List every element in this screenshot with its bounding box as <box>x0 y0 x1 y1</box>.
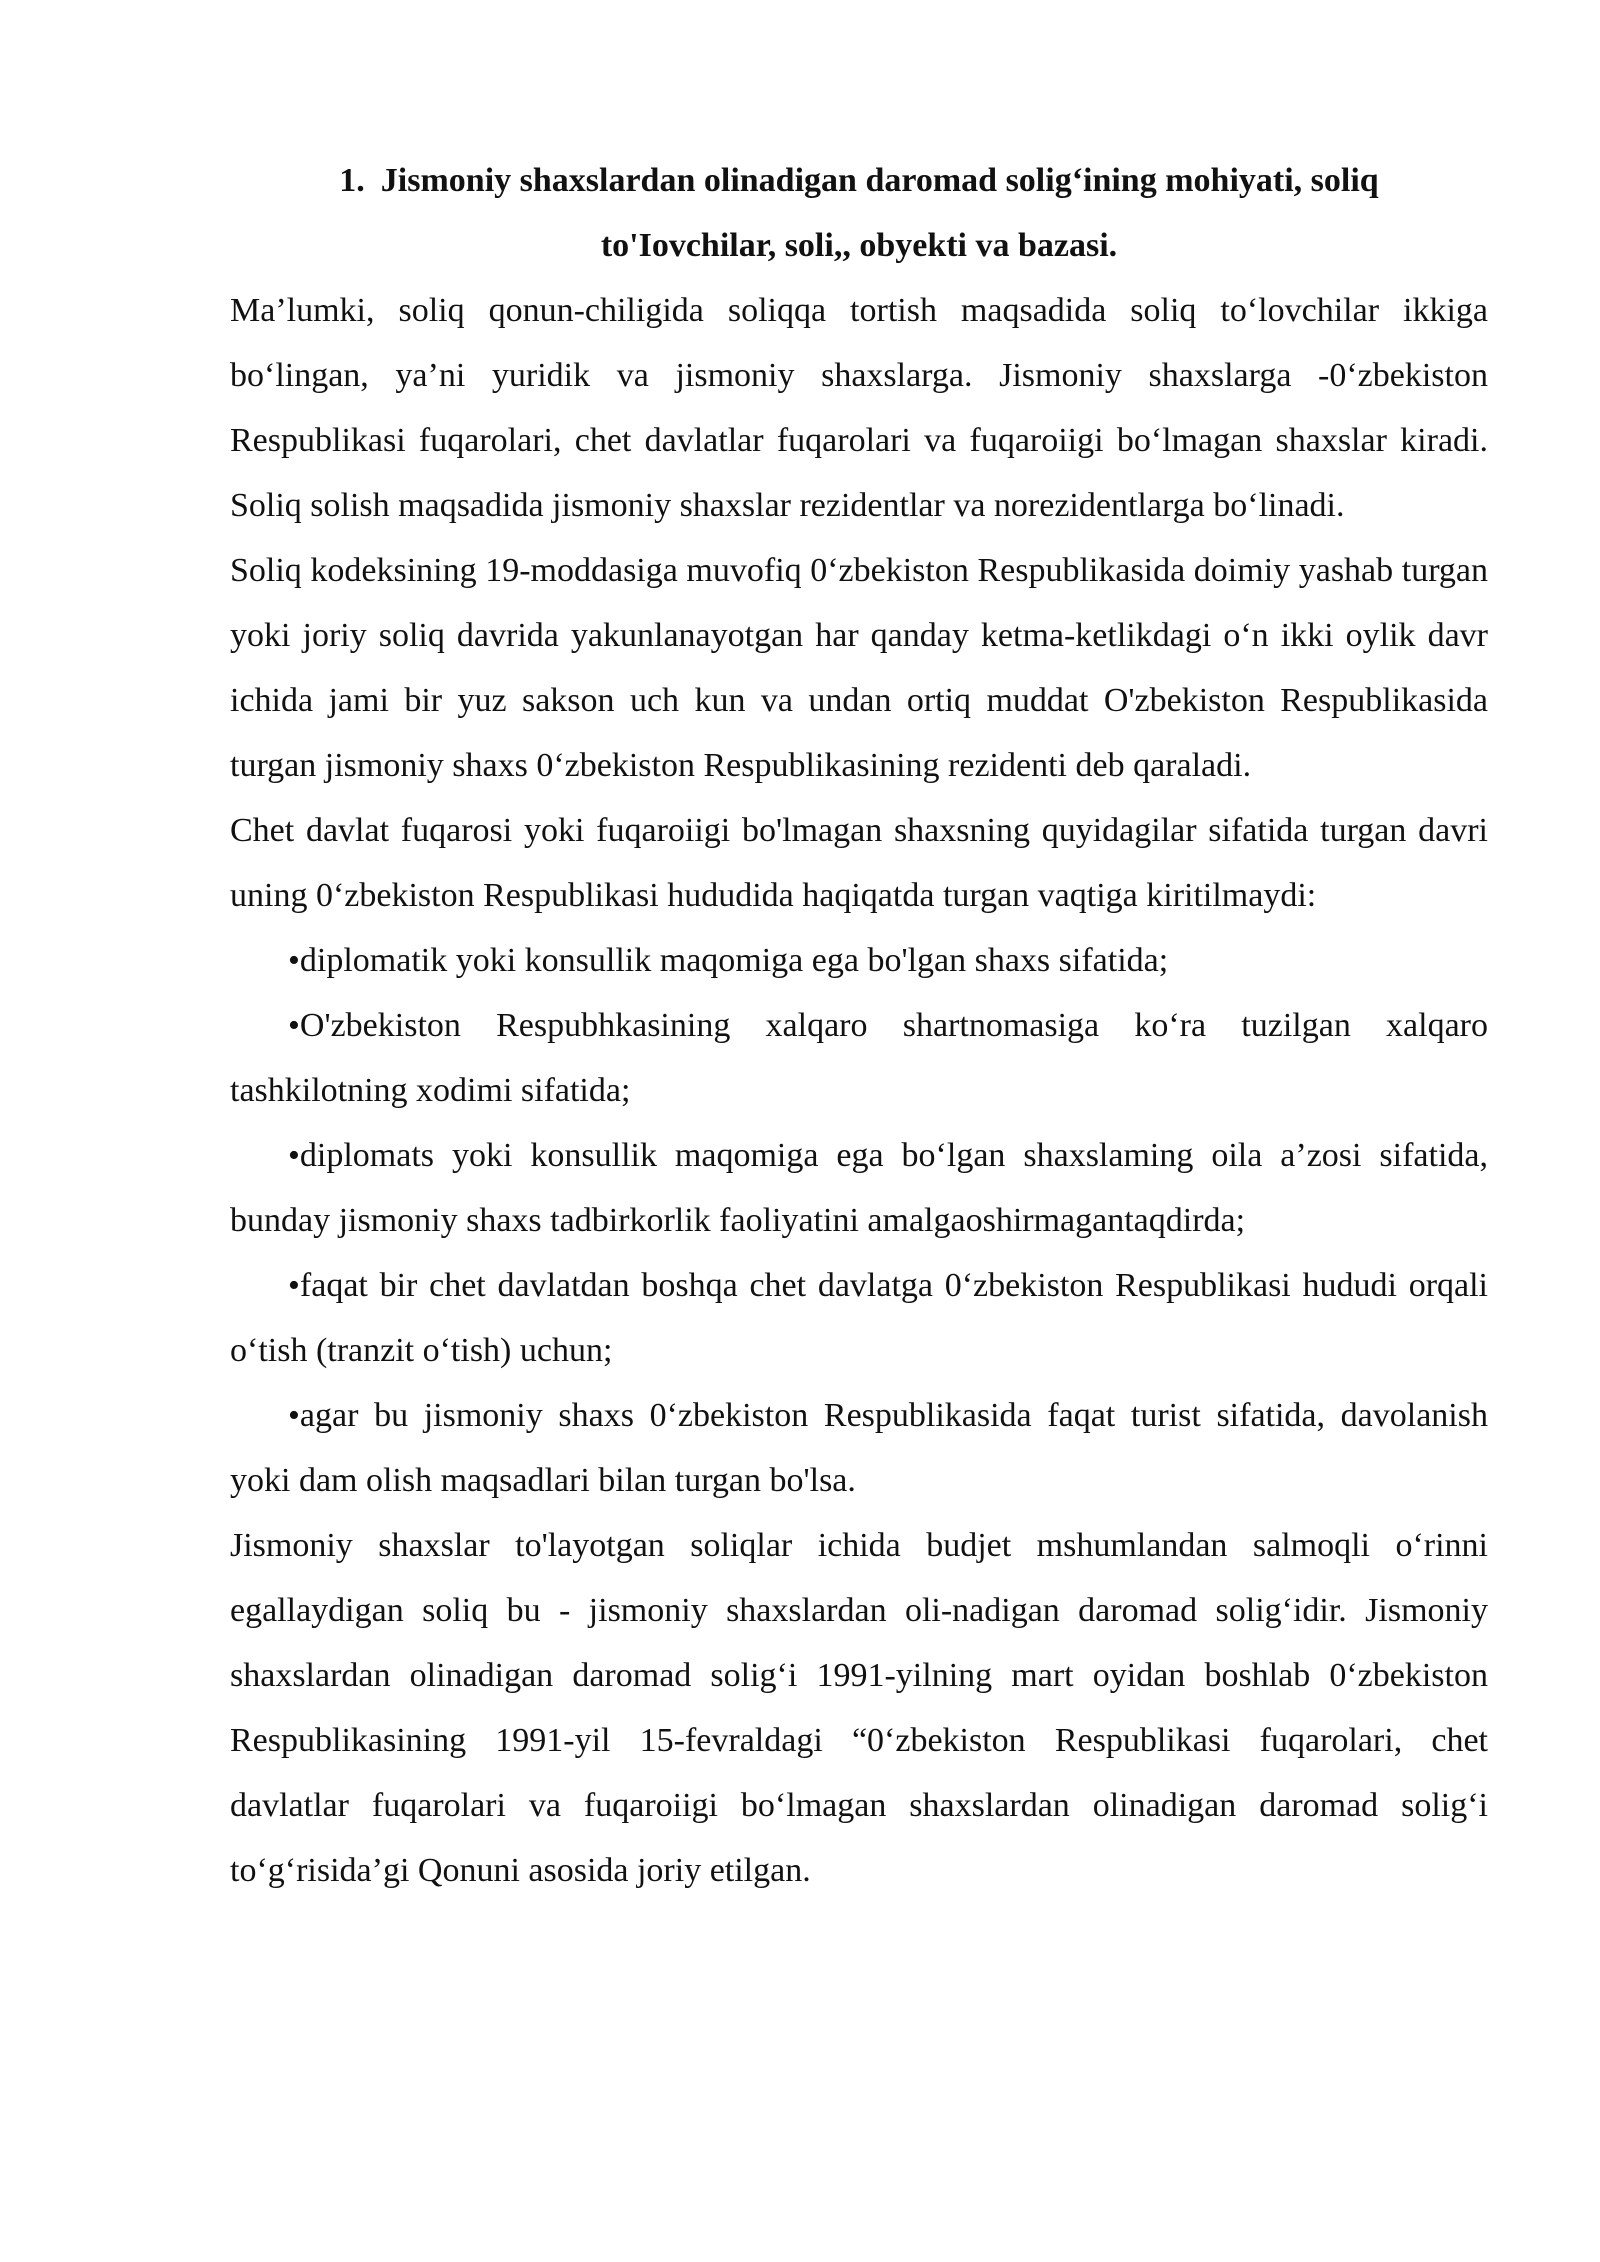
paragraph-income-tax-history: Jismoniy shaxslar to'layotgan soliqlar ichida budjet mshumlandan salmoqli o‘rinni egallaydigan soliq bu - jismoniy shaxslardan oli-nadigan daromad solig‘idir. Jismoniy shaxslardan olinadigan daromad solig‘i 1991-yilning mart oyidan boshlab 0‘zbekiston Respublikasining 1991-yil 15-fevraldagi “0‘zbekiston Respublikasi fuqarolari, chet davlatlar fuqarolari va fuqaroiigi bo‘lmagan shaxslardan olinadigan daromad solig‘i to‘g‘risida’gi Qonuni asosida joriy etilgan. <box>230 1527 1488 1889</box>
heading-title-line-2: to'Iovchilar, soli,, obyekti va bazasi. <box>600 227 1118 264</box>
heading-title-line-1: Jismoniy shaxslardan olinadigan daromad solig‘ining mohiyati, soliq <box>380 162 1379 199</box>
paragraph-exclusions: Chet davlat fuqarosi yoki fuqaroiigi bo'lmagan shaxsning quyidagilar sifatida turgan davri uning 0‘zbekiston Respublikasi hududida haqiqatda turgan vaqtiga kiritilmaydi: <box>230 812 1488 914</box>
paragraph-taxpayers: Ma’lumki, soliq qonun-chiligida soliqqa tortish maqsadida soliq to‘lovchilar ikkiga bo‘lingan, ya’ni yuridik va jismoniy shaxslarga. Jismoniy shaxslarga -0‘zbekiston Respublikasi fuqarolari, chet davlatlar fuqarolari va fuqaroiigi bo‘lmagan shaxslar kiradi. Soliq solish maqsadida jismoniy shaxslar rezidentlar va norezidentlarga bo‘linadi. <box>230 292 1488 524</box>
heading-number: 1. <box>339 162 365 199</box>
bullet-item-transit: •faqat bir chet davlatdan boshqa chet davlatga 0‘zbekiston Respublikasi hududi orqali o‘tish (tranzit o‘tish) uchun; <box>230 1267 1488 1369</box>
bullet-item-tourist: •agar bu jismoniy shaxs 0‘zbekiston Respublikasida faqat turist sifatida, davolanish yoki dam olish maqsadlari bilan turgan bo'lsa. <box>230 1397 1488 1499</box>
heading-line-1 <box>230 148 1488 213</box>
section-heading <box>230 148 1488 278</box>
bullet-item-diplomatic: •diplomatik yoki konsullik maqomiga ega bo'lgan shaxs sifatida; <box>288 942 1169 979</box>
bullet-item-family-member: •diplomats yoki konsullik maqomiga ega bo‘lgan shaxslaming oila a’zosi sifatida, bunday jismoniy shaxs tadbirkorlik faoliyatini amalgaoshirmagantaqdirda; <box>230 1137 1488 1239</box>
document-page <box>230 148 1488 1903</box>
paragraph-residency: Soliq kodeksining 19-moddasiga muvofiq 0‘zbekiston Respublikasida doimiy yashab turgan yoki joriy soliq davrida yakunlanayotgan har qanday ketma-ketlikdagi o‘n ikki oylik davr ichida jami bir yuz sakson uch kun va undan ortiq muddat O'zbekiston Respublikasida turgan jismoniy shaxs 0‘zbekiston Respublikasining rezidenti deb qaraladi. <box>230 552 1488 784</box>
bullet-item-international-org: •O'zbekiston Respubhkasining xalqaro shartnomasiga ko‘ra tuzilgan xalqaro tashkilotning xodimi sifatida; <box>230 1007 1488 1109</box>
